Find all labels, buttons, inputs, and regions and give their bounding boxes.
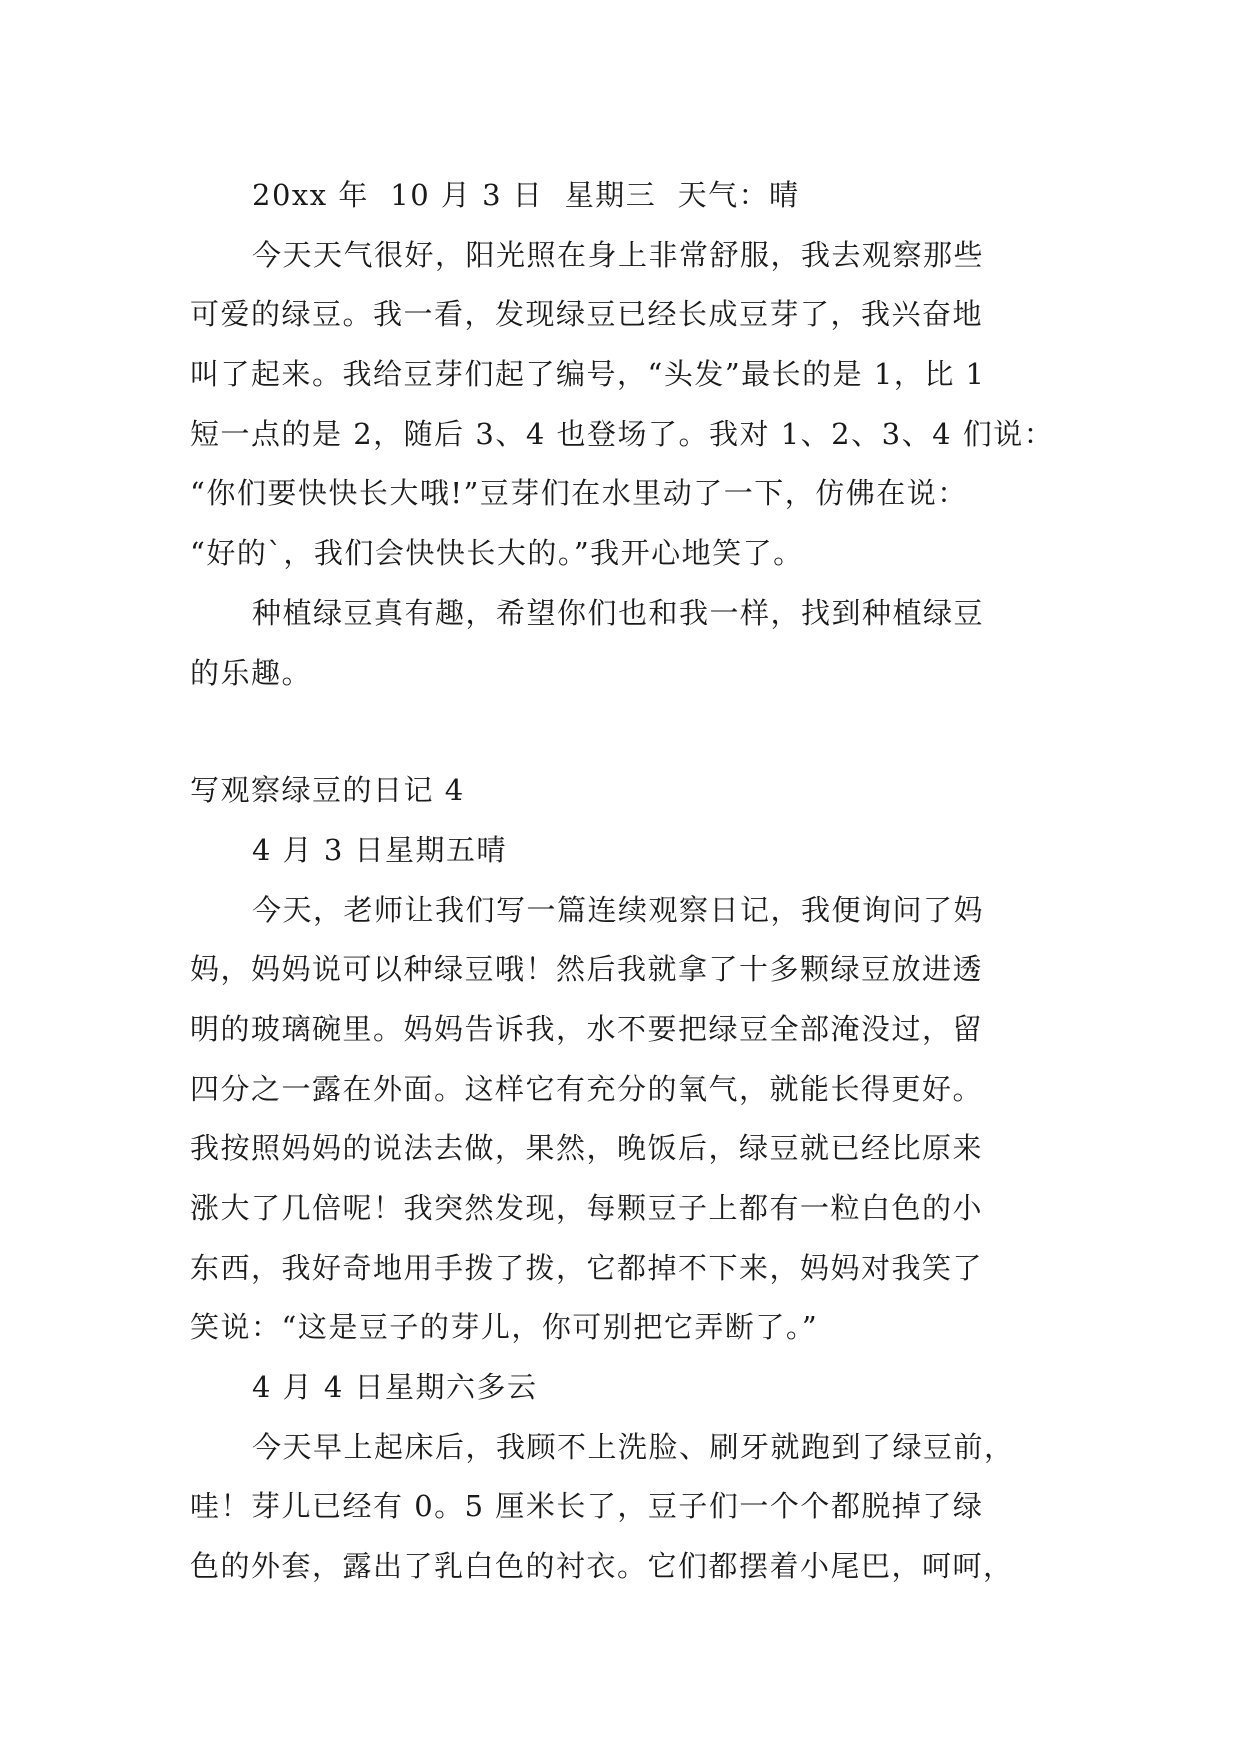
document-page: [190, 166, 1075, 1597]
text-line: 涨大了几倍呢！我突然发现，每颗豆子上都有一粒白色的小: [190, 1191, 984, 1225]
text-line: 叫了起来。我给豆芽们起了编号，“头发”最长的是 1，比 1: [190, 357, 986, 392]
blank-line: [190, 703, 1075, 761]
text-line: 哇！芽儿已经有 0。5 厘米长了，豆子们一个个都脱掉了绿: [190, 1489, 984, 1524]
text-line: 东西，我好奇地用手拨了拨，它都掉不下来，妈妈对我笑了: [190, 1250, 984, 1285]
text-line: 我按照妈妈的说法去做，果然，晚饭后，绿豆就已经比原来: [190, 1131, 984, 1166]
text-line: “好的`，我们会快快长大的。”我开心地笑了。: [190, 536, 804, 571]
text-line: 短一点的是 2，随后 3、4 也登场了。我对 1、2、3、4 们说：: [190, 416, 1055, 451]
section-heading: 写观察绿豆的日记 4: [190, 773, 465, 808]
text-line: 的乐趣。: [190, 655, 313, 690]
text-line: 20xx 年 10 月 3 日 星期三 天气：晴: [252, 178, 800, 212]
text-line: 今天早上起床后，我顾不上洗脸、刷牙就跑到了绿豆前，: [252, 1429, 1015, 1464]
text-line: 笑说：“这是豆子的芽儿，你可别把它弄断了。”: [190, 1310, 819, 1345]
text-line: 四分之一露在外面。这样它有充分的氧气，就能长得更好。: [190, 1071, 984, 1106]
text-line: “你们要快快长大哦!”豆芽们在水里动了一下，仿佛在说：: [190, 476, 968, 511]
text-line: 明的玻璃碗里。妈妈告诉我，水不要把绿豆全部淹没过，留: [190, 1011, 984, 1046]
text-line: 今天天气很好，阳光照在身上非常舒服，我去观察那些: [252, 237, 985, 272]
text-line: 色的外套，露出了乳白色的衬衣。它们都摆着小尾巴，呵呵，: [190, 1549, 1014, 1584]
text-line: 妈，妈妈说可以种绿豆哦！然后我就拿了十多颗绿豆放进透: [190, 952, 984, 987]
text-line: 可爱的绿豆。我一看，发现绿豆已经长成豆芽了，我兴奋地: [190, 297, 984, 332]
diary-date: 4 月 3 日星期五晴: [252, 832, 508, 867]
text-line: 今天，老师让我们写一篇连续观察日记，我便询问了妈: [252, 892, 985, 927]
diary-date: 4 月 4 日星期六多云: [252, 1370, 538, 1405]
text-line: 种植绿豆真有趣，希望你们也和我一样，找到种植绿豆: [252, 595, 985, 630]
